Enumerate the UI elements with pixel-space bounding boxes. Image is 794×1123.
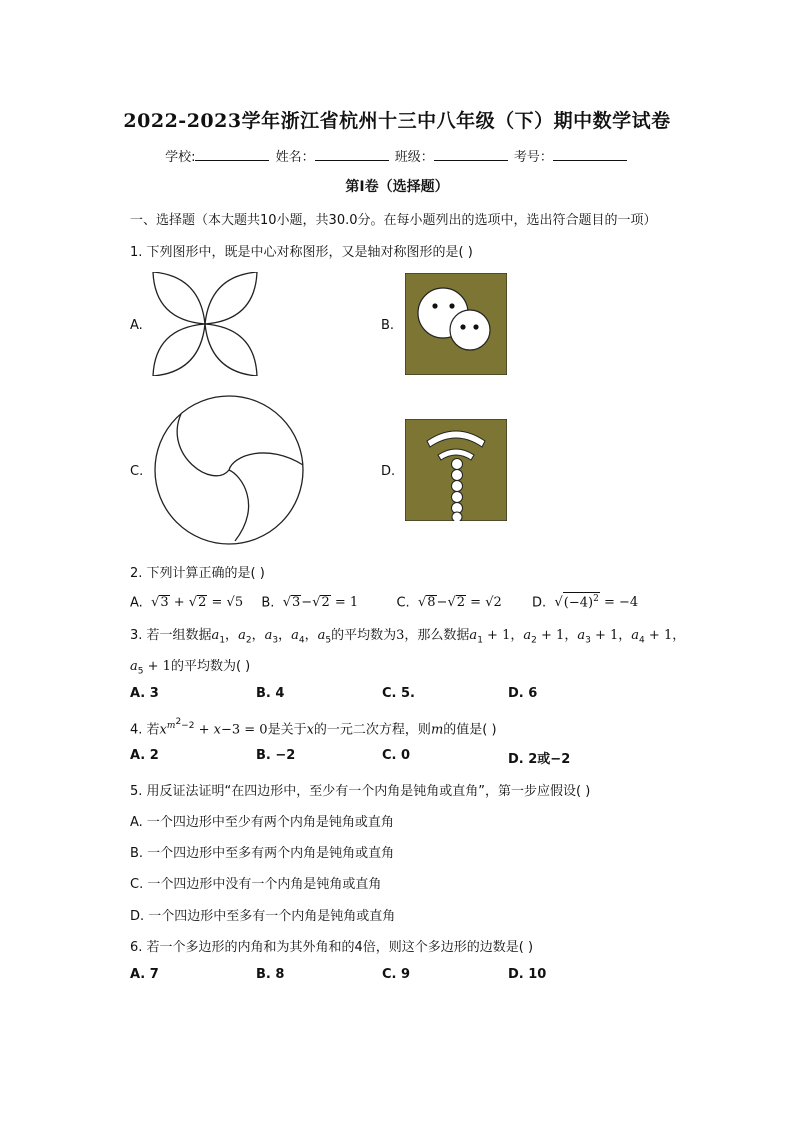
school-blank[interactable] bbox=[195, 148, 269, 161]
q2-option-c[interactable]: C. √8−√2 = √2 bbox=[396, 595, 502, 611]
q2-options bbox=[130, 592, 638, 610]
q5-option-b[interactable]: B. 一个四边形中至多有两个内角是钝角或直角 bbox=[130, 846, 395, 861]
class-label: 班级： bbox=[394, 150, 434, 165]
q6-option-a[interactable]: A. 7 bbox=[130, 967, 159, 982]
q1-stem: 1. 下列图形中，既是中心对称图形，又是轴对称图形的是( ) bbox=[130, 245, 473, 260]
q3-stem-line1: 3. 若一组数据$a_1$，$a_2$，$a_3$，$a_4$，$a_5$的平均数为3，那么数据$a_1 + 1$，$a_2 + 1$，$a_3 + 1$，$a_4 + 1$， bbox=[130, 628, 686, 646]
school-label: 学校: bbox=[165, 150, 196, 165]
q1-figure-c-circle-spirals bbox=[153, 395, 305, 545]
q4-option-d[interactable]: D. 2或−2 bbox=[508, 752, 571, 767]
name-blank[interactable] bbox=[315, 148, 389, 161]
q2-option-b[interactable]: B. √3−√2 = 1 bbox=[261, 595, 359, 611]
q1-option-a-label: A. bbox=[130, 318, 143, 333]
q1-figure-a-flower bbox=[150, 272, 260, 376]
q3-stem-line2: $a_5 + 1$的平均数为( ) bbox=[130, 659, 251, 677]
q3-option-c[interactable]: C. 5. bbox=[382, 686, 415, 701]
volume-title: 第I卷（选择题） bbox=[345, 179, 449, 195]
q2-option-d[interactable]: D. $√(-4)^2 = -4$ bbox=[532, 594, 639, 611]
q6-option-d[interactable]: D. 10 bbox=[508, 967, 547, 982]
q4-option-c[interactable]: C. 0 bbox=[382, 748, 411, 763]
q3-option-b[interactable]: B. 4 bbox=[256, 686, 285, 701]
name-label: 姓名： bbox=[275, 150, 315, 165]
q5-option-c[interactable]: C. 一个四边形中没有一个内角是钝角或直角 bbox=[130, 877, 382, 892]
q1-figure-b-two-faces bbox=[405, 273, 507, 375]
section-heading: 一、选择题（本大题共10小题，共30.0分。在每小题列出的选项中，选出符合题目的一项） bbox=[130, 213, 657, 228]
q1-option-b-label: B. bbox=[381, 318, 395, 333]
exam-no-blank[interactable] bbox=[553, 148, 627, 161]
q1-option-d-label: D. bbox=[381, 464, 396, 479]
q4-stem: 4. 若$x^{m^2-2} + x-3 = 0$是关于x的一元二次方程，则m的值是( ) bbox=[130, 717, 497, 738]
q3-option-d[interactable]: D. 6 bbox=[508, 686, 538, 701]
q5-option-d[interactable]: D. 一个四边形中至多有一个内角是钝角或直角 bbox=[130, 909, 396, 924]
student-info-line bbox=[0, 146, 794, 165]
q2-stem: 2. 下列计算正确的是( ) bbox=[130, 566, 265, 581]
q6-stem: 6. 若一个多边形的内角和为其外角和的4倍，则这个多边形的边数是( ) bbox=[130, 940, 534, 955]
exam-no-label: 考号： bbox=[513, 150, 553, 165]
q4-option-b[interactable]: B. −2 bbox=[256, 748, 296, 763]
q6-option-c[interactable]: C. 9 bbox=[382, 967, 411, 982]
q1-option-c-label: C. bbox=[130, 464, 144, 479]
class-blank[interactable] bbox=[434, 148, 508, 161]
q4-option-a[interactable]: A. 2 bbox=[130, 748, 159, 763]
q1-figure-d-signal bbox=[405, 419, 507, 521]
q2-option-a[interactable]: A. √3 + √2 = √5 bbox=[130, 595, 244, 611]
q5-stem: 5. 用反证法证明“在四边形中，至少有一个内角是钝角或直角”，第一步应假设( ) bbox=[130, 784, 591, 799]
q3-option-a[interactable]: A. 3 bbox=[130, 686, 159, 701]
exam-title: 2022-2023学年浙江省杭州十三中八年级（下）期中数学试卷 bbox=[123, 110, 671, 132]
q5-option-a[interactable]: A. 一个四边形中至少有两个内角是钝角或直角 bbox=[130, 815, 394, 830]
q6-option-b[interactable]: B. 8 bbox=[256, 967, 285, 982]
